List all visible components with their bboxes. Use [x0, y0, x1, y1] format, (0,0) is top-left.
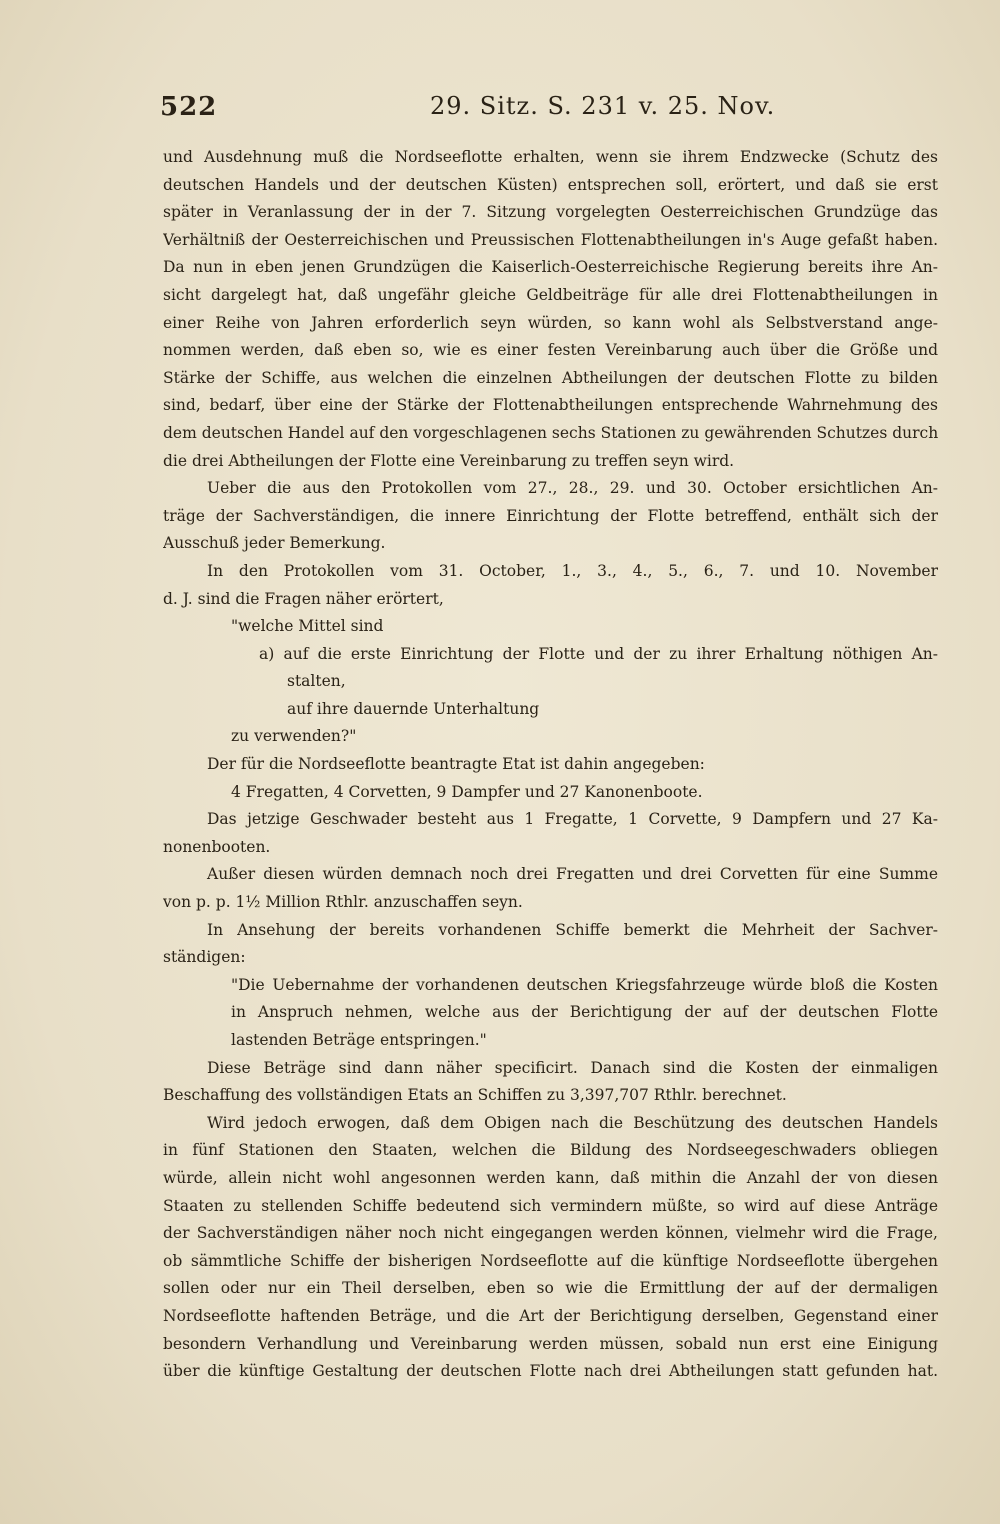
text-line: Das jetzige Geschwader besteht aus 1 Fregatte, 1 Corvette, 9 Dampfern und 27 Ka-	[207, 810, 938, 829]
page-number: 522	[160, 92, 218, 122]
text-line: nommen werden, daß eben so, wie es einer festen Vereinbarung auch über die Größe und	[163, 341, 938, 360]
text-line: von p. p. 1½ Million Rthlr. anzuschaffen seyn.	[163, 893, 523, 912]
text-line: sind, bedarf, über eine der Stärke der Flottenabtheilungen entsprechende Wahrnehmung des	[163, 396, 938, 415]
text-line: später in Veranlassung der in der 7. Sitzung vorgelegten Oesterreichischen Grundzüge das	[163, 203, 938, 222]
text-line: dem deutschen Handel auf den vorgeschlagenen sechs Stationen zu gewährenden Schutzes durch	[163, 423, 938, 442]
text-line: der Sachverständigen näher noch nicht eingegangen werden können, vielmehr wird die Frage,	[163, 1224, 938, 1243]
text-line: auf ihre dauernde Unterhaltung	[287, 699, 540, 718]
text-line: träge der Sachverständigen, die innere Einrichtung der Flotte betreffend, enthält sich der	[163, 506, 938, 525]
text-line: Außer diesen würden demnach noch drei Fregatten und drei Corvetten für eine Summe	[207, 865, 938, 884]
text-line: stalten,	[287, 672, 346, 691]
text-line: über die künftige Gestaltung der deutschen Flotte nach drei Abtheilungen statt gefunden hat.	[163, 1362, 938, 1381]
text-line: Der für die Nordseeflotte beantragte Etat ist dahin angegeben:	[207, 755, 705, 774]
text-line: Stärke der Schiffe, aus welchen die einzelnen Abtheilungen der deutschen Flotte zu bilden	[163, 368, 938, 387]
text-line: zu verwenden?"	[231, 727, 357, 746]
text-line: nonenbooten.	[163, 837, 271, 856]
text-line: sollen oder nur ein Theil derselben, eben so wie die Ermittlung der auf der dermaligen	[163, 1279, 938, 1298]
text-line: "welche Mittel sind	[231, 617, 384, 636]
text-line: In den Protokollen vom 31. October, 1., 3., 4., 5., 6., 7. und 10. November	[207, 561, 938, 580]
text-line: In Ansehung der bereits vorhandenen Schiffe bemerkt die Mehrheit der Sachver-	[207, 920, 938, 939]
text-line: Wird jedoch erwogen, daß dem Obigen nach die Beschützung des deutschen Handels	[207, 1113, 938, 1132]
text-line: und Ausdehnung muß die Nordseeflotte erhalten, wenn sie ihrem Endzwecke (Schutz des	[163, 148, 938, 166]
text-line: Ueber die aus den Protokollen vom 27., 28., 29. und 30. October ersichtlichen An-	[207, 479, 938, 498]
text-line: ob sämmtliche Schiffe der bisherigen Nordseeflotte auf die künftige Nordseeflotte übergehen	[163, 1251, 938, 1270]
page-header	[160, 92, 938, 126]
text-line: lastenden Beträge entspringen."	[231, 1031, 487, 1049]
text-line: Verhältniß der Oesterreichischen und Preussischen Flottenabtheilungen in's Auge gefaßt haben.	[163, 230, 938, 249]
text-line: in fünf Stationen den Staaten, welchen die Bildung des Nordseegeschwaders obliegen	[163, 1141, 938, 1160]
text-line: besondern Verhandlung und Vereinbarung werden müssen, sobald nun erst eine Einigung	[163, 1334, 938, 1353]
text-line: Ausschuß jeder Bemerkung.	[163, 534, 386, 553]
text-line: in Anspruch nehmen, welche aus der Berichtigung der auf der deutschen Flotte	[231, 1003, 938, 1022]
text-line: würde, allein nicht wohl angesonnen werden kann, daß mithin die Anzahl der von diesen	[163, 1168, 938, 1187]
text-line: ständigen:	[163, 948, 246, 967]
text-line: Beschaffung des vollständigen Etats an Schiffen zu 3,397,707 Rthlr. berechnet.	[163, 1086, 787, 1105]
text-line: einer Reihe von Jahren erforderlich seyn würden, so kann wohl als Selbstverstand ange-	[163, 313, 938, 332]
text-line: "Die Uebernahme der vorhandenen deutschen Kriegsfahrzeuge würde bloß die Kosten	[231, 975, 938, 994]
body-text	[163, 144, 938, 1386]
text-line: Diese Beträge sind dann näher specificirt. Danach sind die Kosten der einmaligen	[207, 1058, 938, 1077]
text-line: Nordseeflotte haftenden Beträge, und die Art der Berichtigung derselben, Gegenstand einer	[163, 1306, 938, 1325]
text-line: Da nun in eben jenen Grundzügen die Kaiserlich-Oesterreichische Regierung bereits ihre An-	[163, 258, 938, 277]
text-line: a) auf die erste Einrichtung der Flotte und der zu ihrer Erhaltung nöthigen An-	[259, 644, 938, 663]
text-line: d. J. sind die Fragen näher erörtert,	[163, 589, 444, 608]
text-line: Staaten zu stellenden Schiffe bedeutend sich vermindern müßte, so wird auf diese Anträge	[163, 1196, 938, 1215]
text-line: die drei Abtheilungen der Flotte eine Vereinbarung zu treffen seyn wird.	[163, 451, 735, 470]
text-line: 4 Fregatten, 4 Corvetten, 9 Dampfer und 27 Kanonenboote.	[231, 782, 703, 801]
running-head: 29. Sitz. S. 231 v. 25. Nov.	[430, 92, 776, 120]
text-line: sicht dargelegt hat, daß ungefähr gleiche Geldbeiträge für alle drei Flottenabtheilungen in	[163, 285, 938, 304]
text-line: deutschen Handels und der deutschen Küsten) entsprechen soll, erörtert, und daß sie erst	[163, 175, 938, 194]
